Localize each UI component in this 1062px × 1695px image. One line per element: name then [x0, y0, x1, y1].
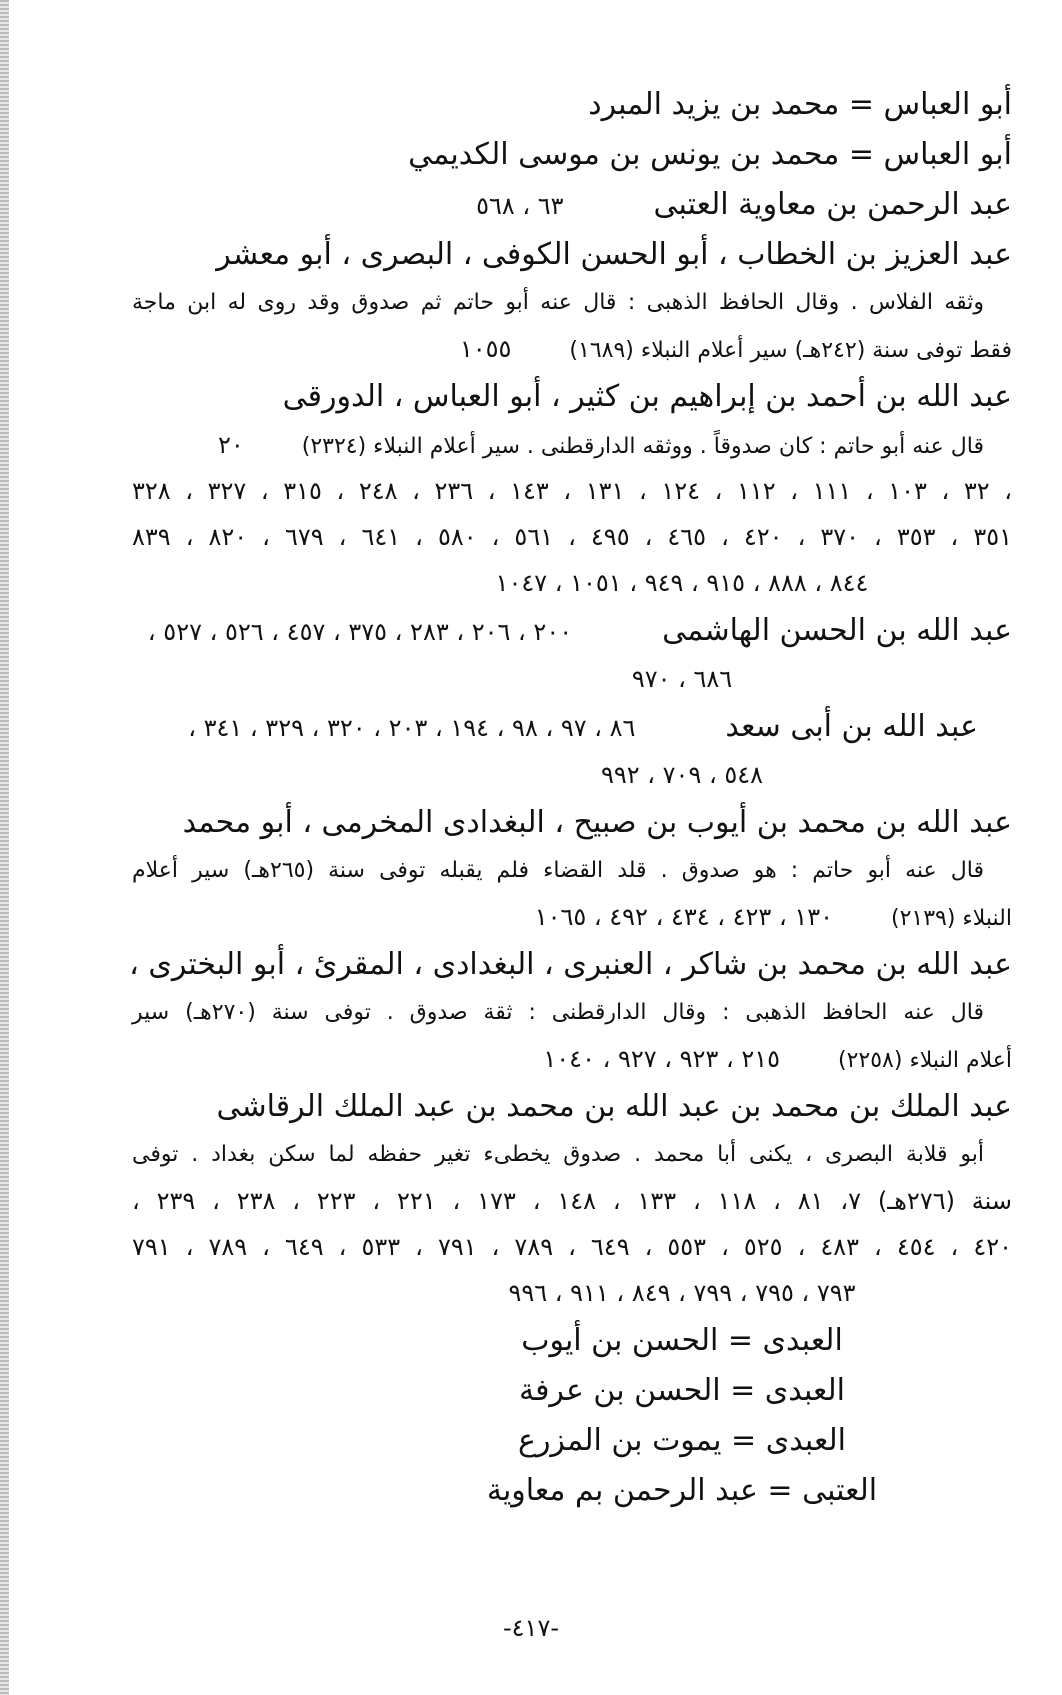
index-line — [132, 1366, 1012, 1416]
index-line — [132, 1224, 1012, 1270]
entry-text: العبدى = الحسن بن أيوب — [521, 1323, 843, 1358]
index-line — [132, 514, 1012, 560]
index-line — [132, 1036, 1012, 1082]
entry-text: عبد الله بن الحسن الهاشمى — [662, 613, 1012, 648]
entry-text: عبد الملك بن محمد بن عبد الله بن محمد بن عبد الملك الرقاشى — [216, 1089, 1012, 1124]
index-line — [132, 752, 1012, 798]
entry-text: ٨٤٤ ، ٨٨٨ ، ٩١٥ ، ٩٤٩ ، ١٠٥١ ، ١٠٤٧ — [495, 569, 869, 597]
index-line — [132, 848, 1012, 894]
index-line — [132, 990, 1012, 1036]
entry-text: أبو قلابة البصرى ، يكنى أبا محمد . صدوق يخطىء تغير حفظه لما سكن بغداد . توفى — [132, 1142, 984, 1167]
index-line — [132, 1178, 1012, 1224]
scan-binding-edge — [0, 0, 9, 1695]
index-line — [132, 130, 1012, 180]
entry-text: العبدى = يموت بن المزرع — [518, 1423, 846, 1458]
entry-text: ٦٨٦ ، ٩٧٠ — [631, 665, 733, 693]
entry-text: ٣٢ ، ١٠٣ ، ١١١ ، ١١٢ ، ١٢٤ ، ١٣١ ، ١٤٣ ، ٢٣٦ ، ٢٤٨ ، ٣١٥ ، ٣٢٧ ، ٣٢٨ ، — [132, 477, 1012, 505]
page-references: ١٣٠ ، ٤٢٣ ، ٤٣٤ ، ٤٩٢ ، ١٠٦٥ — [534, 903, 833, 931]
entry-text: العتبى = عبد الرحمن بم معاوية — [486, 1473, 878, 1508]
page-references: ٢٠ — [217, 431, 244, 459]
index-line — [132, 230, 1012, 280]
index-line — [132, 1466, 1012, 1516]
index-line — [132, 606, 1012, 656]
entry-text: ٣٥١ ، ٣٥٣ ، ٣٧٠ ، ٤٢٠ ، ٤٦٥ ، ٤٩٥ ، ٥٦١ ، ٥٨٠ ، ٦٤١ ، ٦٧٩ ، ٨٢٠ ، ٨٣٩ — [132, 523, 1012, 551]
index-line — [132, 280, 1012, 326]
entry-text: عبد العزيز بن الخطاب ، أبو الحسن الكوفى ، البصرى ، أبو معشر — [216, 237, 1012, 272]
entry-text: قال عنه أبو حاتم : كان صدوقاً . ووثقه الدارقطنى . سير أعلام النبلاء (٢٣٢٤) — [301, 434, 984, 459]
entry-text: عبد الله بن محمد بن شاكر ، العنبرى ، البغدادى ، المقرئ ، أبو البخترى ، — [129, 947, 1012, 982]
entry-text: فقط توفى سنة (٢٤٢هـ) سير أعلام النبلاء (١٦٨٩) — [569, 338, 1012, 363]
index-page-body — [129, 80, 1013, 1516]
index-line — [132, 1132, 1012, 1178]
entry-text: أبو العباس = محمد بن يزيد المبرد — [588, 87, 1012, 122]
entry-text: أبو العباس = محمد بن يونس بن موسى الكديمي — [408, 137, 1012, 172]
index-line — [132, 702, 1012, 752]
index-line — [132, 798, 1012, 848]
page-references: ٨٦ ، ٩٧ ، ٩٨ ، ١٩٤ ، ٢٠٣ ، ٣٢٠ ، ٣٢٩ ، ٣٤١ ، — [188, 714, 636, 742]
index-line — [132, 422, 1012, 468]
entry-text: ٤٢٠ ، ٤٥٤ ، ٤٨٣ ، ٥٢٥ ، ٥٥٣ ، ٦٤٩ ، ٧٨٩ ، ٧٩١ ، ٥٣٣ ، ٦٤٩ ، ٧٨٩ ، ٧٩١ — [132, 1233, 1012, 1261]
index-line — [132, 656, 1012, 702]
entry-text: ٥٤٨ ، ٧٠٩ ، ٩٩٢ — [600, 761, 764, 789]
index-line — [132, 1316, 1012, 1366]
index-line — [132, 560, 1012, 606]
page-number: -٤١٧- — [502, 1614, 559, 1642]
index-line — [132, 894, 1012, 940]
index-line — [132, 80, 1012, 130]
index-line — [132, 1082, 1012, 1132]
entry-text: أعلام النبلاء (٢٢٥٨) — [838, 1048, 1012, 1073]
index-line — [132, 326, 1012, 372]
entry-text: العبدى = الحسن بن عرفة — [518, 1373, 845, 1408]
page-references: ٢٠٠ ، ٢٠٦ ، ٢٨٣ ، ٣٧٥ ، ٤٥٧ ، ٥٢٦ ، ٥٢٧ ، — [147, 618, 573, 646]
index-line — [132, 1270, 1012, 1316]
index-line — [132, 1416, 1012, 1466]
entry-text: عبد الرحمن بن معاوية العتبى — [653, 187, 1012, 222]
entry-text: عبد الله بن محمد بن أيوب بن صبيح ، البغدادى المخرمى ، أبو محمد — [182, 805, 1012, 840]
index-line — [132, 372, 1012, 422]
entry-text: قال عنه الحافظ الذهبى : وقال الدارقطنى : ثقة صدوق . توفى سنة (٢٧٠هـ) سير — [132, 1000, 984, 1025]
page-references: ٢١٥ ، ٩٢٣ ، ٩٢٧ ، ١٠٤٠ — [543, 1045, 781, 1073]
entry-text: عبد الله بن أبى سعد — [725, 709, 978, 744]
entry-text: ٧٩٣ ، ٧٩٥ ، ٧٩٩ ، ٨٤٩ ، ٩١١ ، ٩٩٦ — [508, 1279, 856, 1307]
page-references: ٦٣ ، ٥٦٨ — [476, 192, 564, 220]
entry-text: وثقه الفلاس . وقال الحافظ الذهبى : قال عنه أبو حاتم ثم صدوق وقد روى له ابن ماجة — [132, 290, 984, 315]
index-line — [132, 468, 1012, 514]
entry-text: سنة (٢٧٦هـ) ٧، ٨١ ، ١١٨ ، ١٣٣ ، ١٤٨ ، ١٧٣ ، ٢٢١ ، ٢٢٣ ، ٢٣٨ ، ٢٣٩ ، — [132, 1187, 1013, 1215]
entry-text: قال عنه أبو حاتم : هو صدوق . قلد القضاء فلم يقبله توفى سنة (٢٦٥هـ) سير أعلام — [132, 858, 984, 883]
index-line — [129, 940, 1012, 990]
index-line — [132, 180, 1012, 230]
page-references: ١٠٥٥ — [459, 335, 512, 363]
entry-text: النبلاء (٢١٣٩) — [891, 906, 1012, 931]
entry-text: عبد الله بن أحمد بن إبراهيم بن كثير ، أبو العباس ، الدورقى — [282, 379, 1012, 414]
